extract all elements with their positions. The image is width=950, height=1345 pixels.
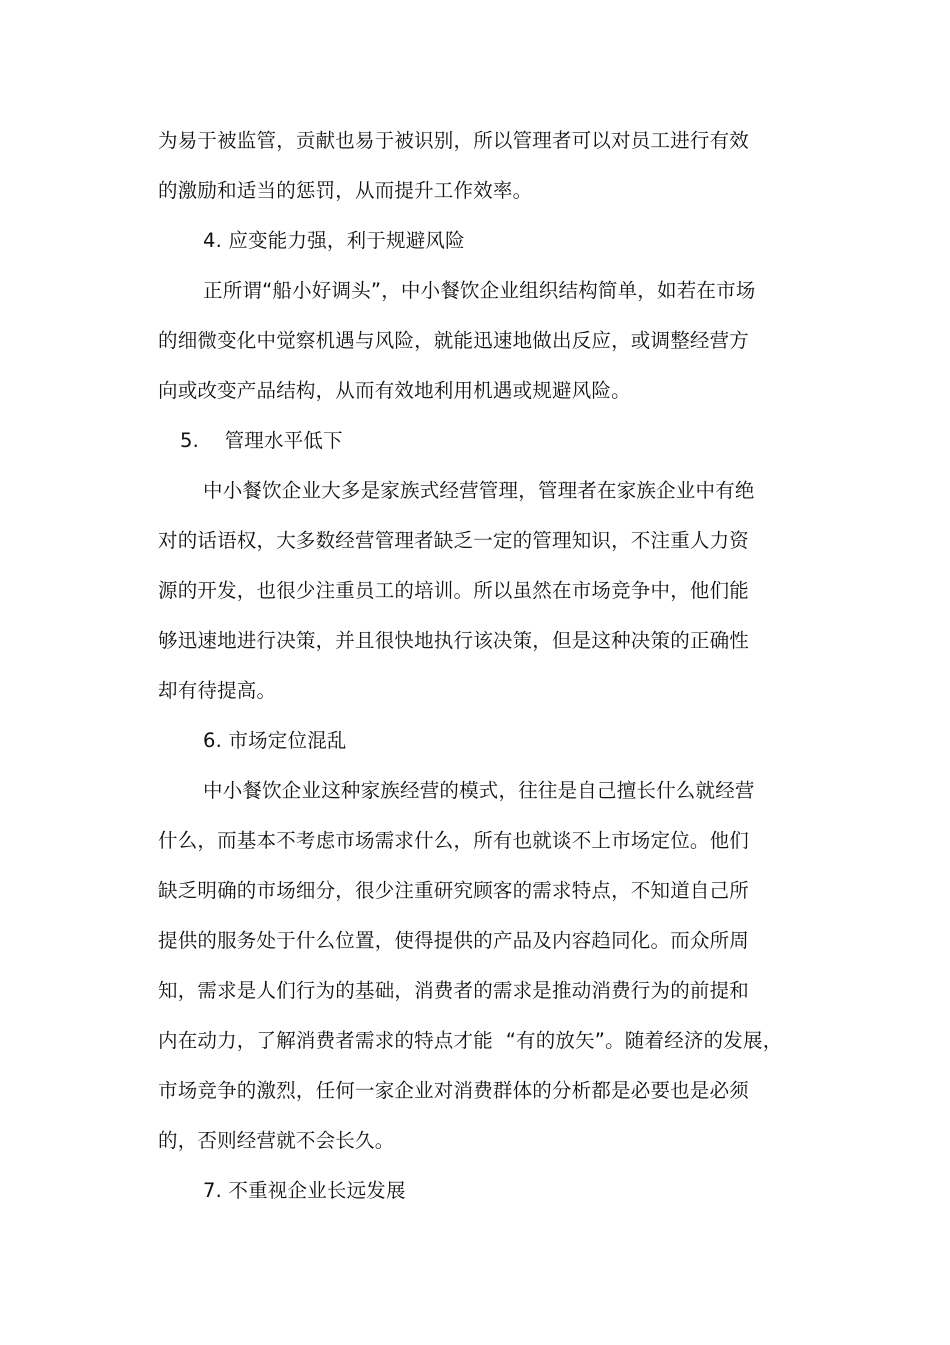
paragraph-line: 对的话语权，大多数经营管理者缺乏一定的管理知识，不注重人力资 — [158, 529, 750, 552]
paragraph-line: 中小餐饮企业大多是家族式经营管理，管理者在家族企业中有绝 — [203, 479, 755, 502]
section-heading-7: 7. 不重视企业长远发展 — [203, 1179, 406, 1202]
paragraph-line: 中小餐饮企业这种家族经营的模式，往往是自己擅长什么就经营 — [203, 779, 755, 802]
paragraph-line: 内在动力，了解消费者需求的特点才能 “有的放矢”。随着经济的发展， — [158, 1029, 783, 1052]
paragraph-line: 缺乏明确的市场细分，很少注重研究顾客的需求特点，不知道自己所 — [158, 879, 750, 902]
paragraph-line: 什么，而基本不考虑市场需求什么，所有也就谈不上市场定位。他们 — [158, 829, 750, 852]
section-heading-4: 4. 应变能力强，利于规避风险 — [203, 229, 465, 252]
paragraph-line: 的细微变化中觉察机遇与风险，就能迅速地做出反应，或调整经营方 — [158, 329, 750, 352]
paragraph-line: 市场竞争的激烈，任何一家企业对消费群体的分析都是必要也是必须 — [158, 1079, 750, 1102]
paragraph-line: 的，否则经营就不会长久。 — [158, 1129, 395, 1152]
paragraph-line: 够迅速地进行决策，并且很快地执行该决策，但是这种决策的正确性 — [158, 629, 750, 652]
section-heading-6: 6. 市场定位混乱 — [203, 729, 347, 752]
paragraph-line: 的激励和适当的惩罚，从而提升工作效率。 — [158, 179, 533, 202]
paragraph-line: 正所谓“船小好调头”，中小餐饮企业组织结构简单，如若在市场 — [203, 279, 756, 302]
paragraph-line: 提供的服务处于什么位置，使得提供的产品及内容趋同化。而众所周 — [158, 929, 750, 952]
section-heading-5: 5. 管理水平低下 — [180, 429, 343, 452]
paragraph-line: 却有待提高。 — [158, 679, 277, 702]
paragraph-line: 向或改变产品结构，从而有效地利用机遇或规避风险。 — [158, 379, 631, 402]
paragraph-line: 源的开发，也很少注重员工的培训。所以虽然在市场竞争中，他们能 — [158, 579, 750, 602]
paragraph-line: 为易于被监管，贡献也易于被识别，所以管理者可以对员工进行有效 — [158, 129, 750, 152]
paragraph-line: 知，需求是人们行为的基础，消费者的需求是推动消费行为的前提和 — [158, 979, 750, 1002]
